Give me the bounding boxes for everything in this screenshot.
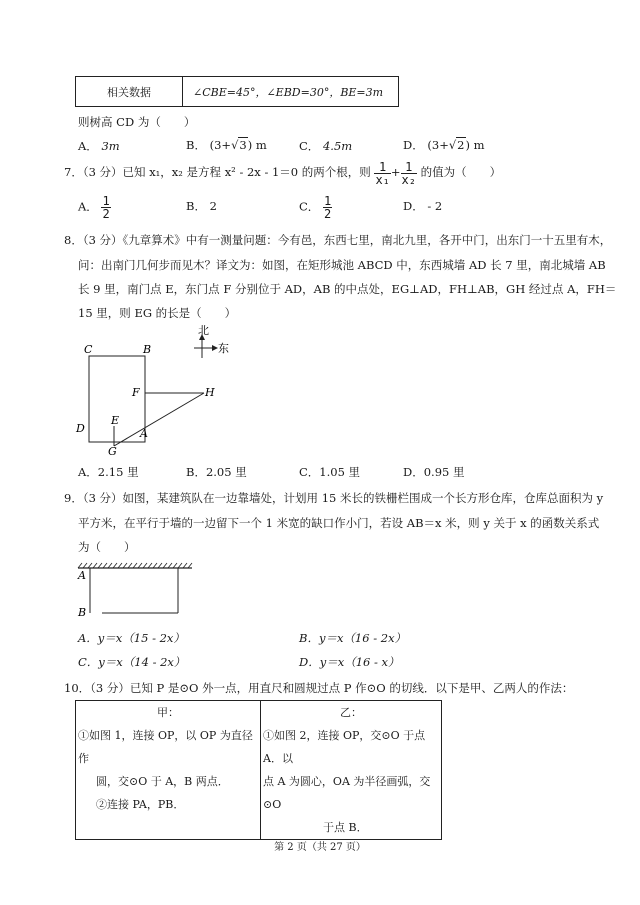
q9-option-b[interactable]: B．y＝x（16 - 2x） [299, 631, 407, 645]
q10-method-table [75, 700, 442, 840]
q6-option-d[interactable]: D． (3+√2) m [403, 138, 485, 152]
q7-option-c[interactable]: C． $\frac{1}{2}$ [299, 194, 332, 221]
q9-option-c[interactable]: C．y＝x（14 - 2x） [78, 655, 186, 669]
label-a: A [78, 569, 86, 582]
compass-east-label: 东 [218, 342, 229, 355]
label-a: A [140, 427, 148, 440]
q9-option-a[interactable]: A．y＝x（15 - 2x） [78, 631, 185, 645]
label-e: E [111, 414, 120, 427]
q6-option-c[interactable]: C． 4.5m [299, 139, 353, 153]
q8-figure [70, 322, 250, 462]
q8-line-gh [114, 393, 204, 446]
label-h: H [205, 386, 215, 399]
q6-data-table [75, 76, 399, 107]
q8-option-b[interactable]: B．2.05 里 [186, 465, 247, 479]
q9-line-1: 9．（3 分）如图，某建筑队在一边靠墙处，计划用 15 米长的铁栅栏围成一个长方形仓库，仓库总面积为 y [64, 491, 604, 505]
q6-option-a[interactable]: A． 3m [78, 139, 120, 153]
q7-option-b[interactable]: B． 2 [186, 199, 217, 213]
label-b: B [78, 606, 87, 619]
q9-line-2: 平方米，在平行于墙的一边留下一个 1 米宽的缺口作小门，若设 AB＝x 米，则 y 关于 x 的函数关系式 [78, 516, 600, 530]
q9-figure [70, 558, 200, 622]
q8-line-2: 问：出南门几何步而见木？译文为：如图，在矩形城池 ABCD 中，东西城墙 AD 长 7 里，南北城墙 AB [78, 258, 606, 272]
q6-table-label: 相关数据 [76, 77, 183, 107]
q7-fraction-2: $\frac{1}{\text{x₂}}$ [401, 159, 416, 187]
page-footer: 第 2 页（共 27 页） [274, 842, 366, 853]
q8-line-3: 长 9 里，南门点 E，东门点 F 分别位于 AD，AB 的中点处，EG⊥AD，FH⊥AB，GH 经过点 A，FH＝ [78, 282, 617, 296]
q6-table-value: ∠CBE=45°，∠EBD=30°，BE=3m [183, 77, 399, 107]
wall-hatching [78, 563, 192, 568]
q10-col-jia: 甲： ①如图 1，连接 OP，以 OP 为直径作 圆，交⊙O 于 A，B 两点． ②连接 PA，PB． [76, 701, 261, 840]
label-f: F [132, 386, 140, 399]
q8-line-4: 15 里，则 EG 的长是（ ） [78, 306, 237, 320]
label-d: D [76, 422, 85, 435]
q9-option-d[interactable]: D．y＝x（16 - x） [299, 655, 400, 669]
q8-option-a[interactable]: A．2.15 里 [78, 465, 139, 479]
q10-col-yi: 乙： ①如图 2，连接 OP，交⊙O 于点 A．以 点 A 为圆心，OA 为半径画弧，交⊙O 于点 B． [261, 701, 442, 840]
q7-fraction-1: $\frac{1}{\text{x₁}}$ [375, 159, 390, 187]
q10-stem: 10．（3 分）已知 P 是⊙O 外一点，用直尺和圆规过点 P 作⊙O 的切线．以下是甲、乙两人的作法： [64, 681, 574, 695]
q8-option-c[interactable]: C．1.05 里 [299, 465, 361, 479]
q7-option-a[interactable]: A． $\frac{1}{2}$ [78, 194, 110, 221]
q6-option-b[interactable]: B． (3+√3) m [186, 138, 267, 152]
q8-option-d[interactable]: D．0.95 里 [403, 465, 465, 479]
q9-line-3: 为（ ） [78, 540, 136, 554]
label-b: B [143, 343, 152, 356]
label-g: G [108, 445, 117, 458]
q7-stem: 7．（3 分）已知 x₁，x₂ 是方程 x² - 2x - 1＝0 的两个根，则 $\frac{1}{\text{x₁}}$ + $\frac{1}{\text{x₂}}$ 的值为（ ） [64, 159, 502, 187]
label-c: C [84, 343, 93, 356]
q8-line-1: 8．（3 分）《九章算术》中有一测量问题：今有邑，东西七里，南北九里，各开中门，出东门一十五里有木， [64, 233, 612, 247]
compass-north-label: 北 [198, 324, 209, 337]
q7-option-d[interactable]: D． - 2 [403, 199, 443, 213]
q6-prompt: 则树高 CD 为（ ） [78, 115, 196, 129]
q8-rectangle [89, 356, 145, 442]
